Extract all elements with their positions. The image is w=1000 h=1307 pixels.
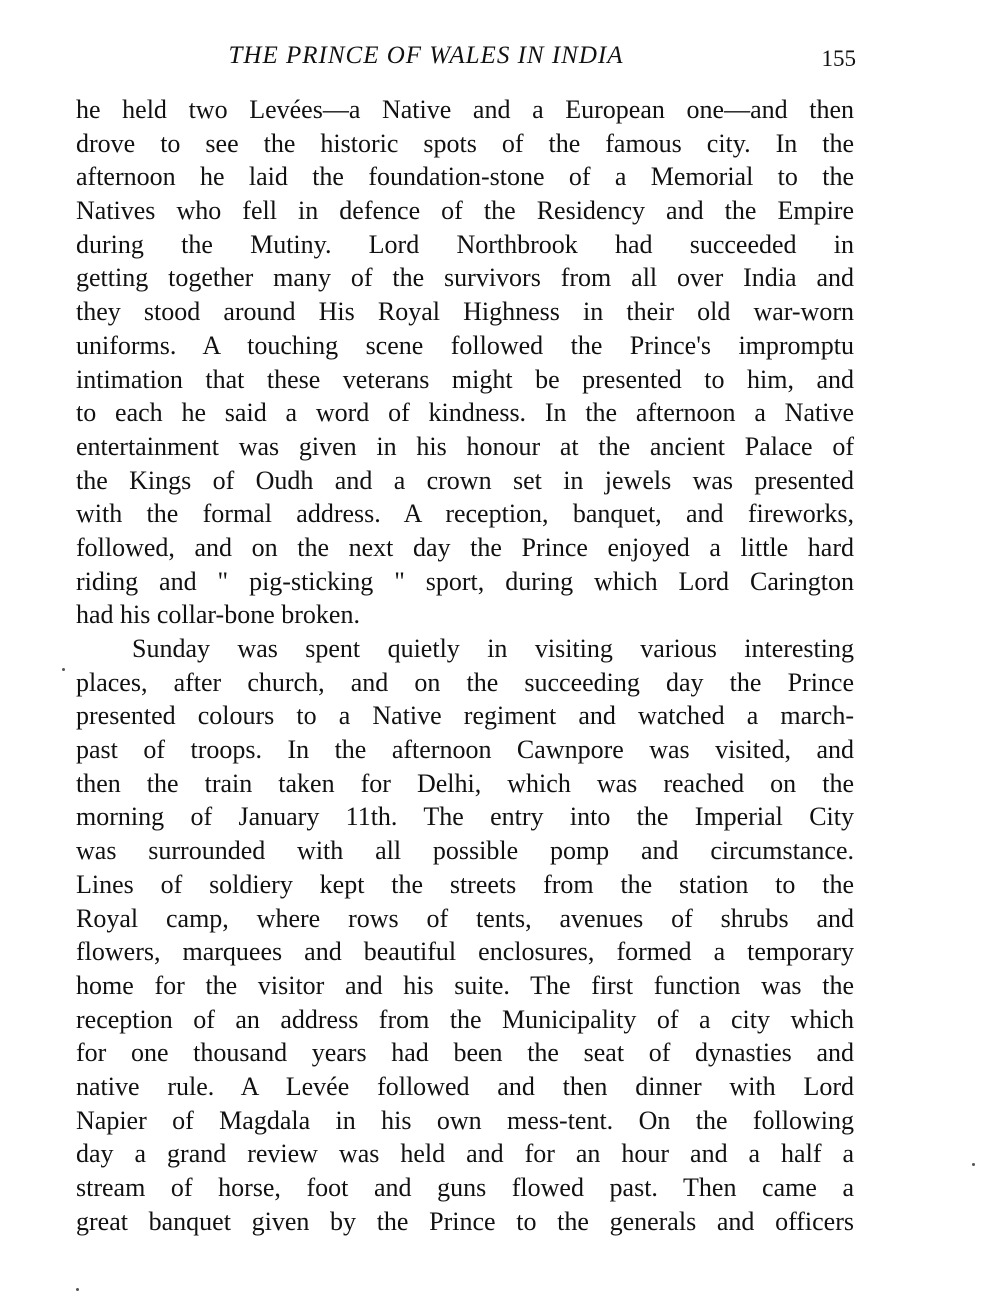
text-line: uniforms. A touching scene followed the Prince's impromptu [76,330,854,360]
text-line: getting together many of the survivors from all over India and [76,263,854,293]
text-line: riding and " pig-sticking " sport, during which Lord Carington [76,566,854,596]
text-line: stream of horse, foot and guns flowed past. Then came a [76,1173,854,1202]
text-line: then the train taken for Delhi, which was reached on the [76,768,854,798]
text-line: the Kings of Oudh and a crown set in jewels was presented [76,465,854,495]
running-title: THE PRINCE OF WALES IN INDIA [228,42,624,69]
text-line: places, after church, and on the succeeding day the Prince [76,667,854,697]
text-line: Royal camp, where rows of tents, avenues of shrubs and [76,903,854,933]
scan-speck [62,668,65,671]
text-line: flowers, marquees and beautiful enclosures, formed a temporary [76,937,854,967]
running-head [76,40,856,74]
text-line: presented colours to a Native regiment and watched a march- [76,701,854,731]
text-line: during the Mutiny. Lord Northbrook had succeeded in [76,229,854,259]
text-line: he held two Levées—a Native and a European one—and then [76,95,854,124]
text-line: followed, and on the next day the Prince enjoyed a little hard [76,532,854,562]
text-line: for one thousand years had been the seat of dynasties and [76,1038,854,1068]
text-line: they stood around His Royal Highness in their old war-worn [76,297,854,327]
body-text [76,93,854,1238]
text-line: had his collar-bone broken. [76,600,360,630]
text-line: native rule. A Levée followed and then dinner with Lord [76,1071,854,1101]
text-line: Lines of soldiery kept the streets from the station to the [76,869,854,899]
text-line: entertainment was given in his honour at the ancient Palace of [76,431,854,461]
text-line: was surrounded with all possible pomp and circumstance. [76,836,854,866]
text-line: intimation that these veterans might be presented to him, and [76,364,854,394]
paragraph [76,93,854,632]
paragraph [76,632,854,1238]
text-line: great banquet given by the Prince to the generals and officers [76,1206,854,1236]
scan-speck [76,1288,79,1291]
text-line: with the formal address. A reception, banquet, and fireworks, [76,499,854,529]
text-line: reception of an address from the Municipality of a city which [76,1004,854,1034]
text-line: day a grand review was held and for an hour and a half a [76,1139,854,1169]
page-number: 155 [821,46,856,71]
text-line: morning of January 11th. The entry into the Imperial City [76,802,854,832]
text-line: Napier of Magdala in his own mess-tent. On the following [76,1105,854,1135]
text-line: drove to see the historic spots of the famous city. In the [76,128,854,158]
text-line: Natives who fell in defence of the Residency and the Empire [76,196,854,226]
scan-speck [972,1163,975,1166]
text-line: Sunday was spent quietly in visiting various interesting [132,634,854,663]
text-line: to each he said a word of kindness. In the afternoon a Native [76,398,854,428]
text-line: afternoon he laid the foundation-stone of a Memorial to the [76,162,854,192]
text-line: home for the visitor and his suite. The first function was the [76,970,854,1000]
text-line: past of troops. In the afternoon Cawnpore was visited, and [76,735,854,765]
